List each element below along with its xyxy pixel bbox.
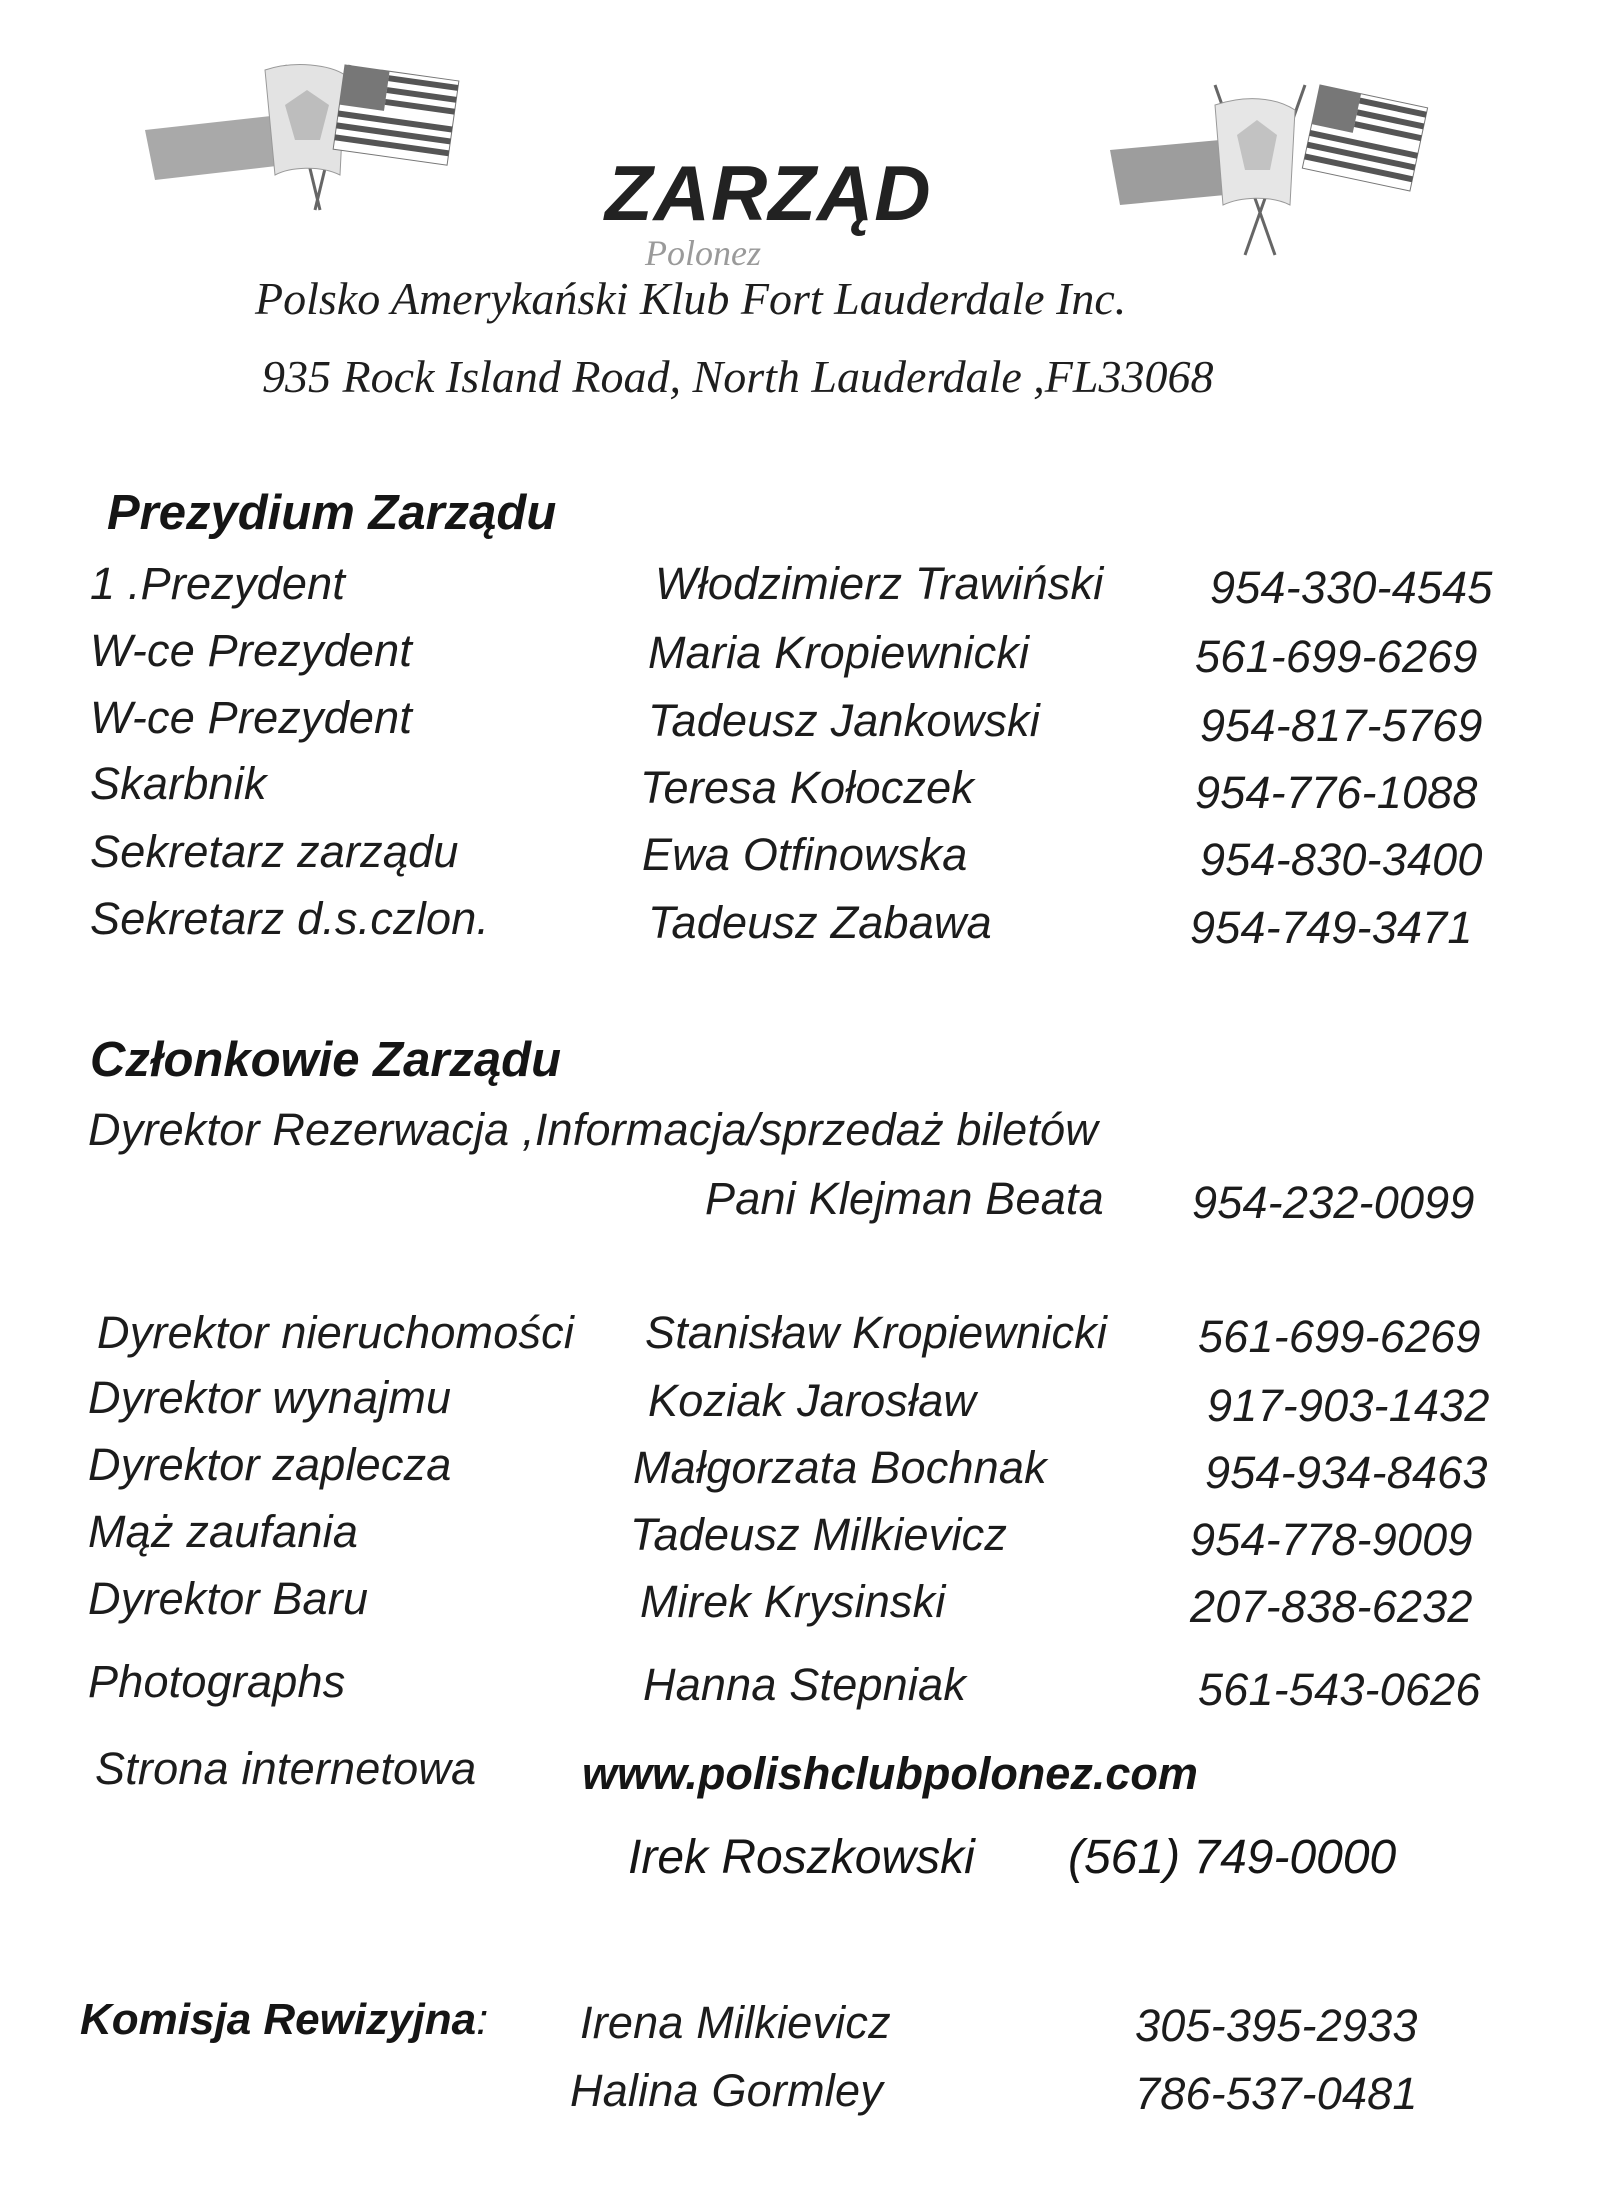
website-link[interactable]: www.polishclubpolonez.com (582, 1748, 1198, 1799)
member-role: Mąż zaufania (88, 1506, 359, 1557)
member-phone: 954-778-9009 (1190, 1514, 1473, 1565)
member-name: Stanisław Kropiewnicki (645, 1307, 1108, 1358)
presidium-name: Ewa Otfinowska (642, 829, 968, 880)
presidium-phone: 954-830-3400 (1200, 834, 1483, 885)
members-heading: Członkowie Zarządu (90, 1033, 562, 1087)
website-contact-phone: (561) 749-0000 (1068, 1831, 1397, 1884)
presidium-role: Sekretarz zarządu (90, 826, 459, 877)
member-role: Dyrektor wynajmu (88, 1372, 452, 1423)
member-name: Tadeusz Milkievicz (630, 1509, 1008, 1560)
website-label: Strona internetowa (95, 1743, 477, 1794)
presidium-name: Teresa Kołoczek (640, 762, 975, 813)
crossed-flags-left-icon (135, 55, 475, 215)
audit-member-phone: 786-537-0481 (1135, 2068, 1418, 2119)
club-address: 935 Rock Island Road, North Lauderdale ,FL33068 (262, 351, 1214, 402)
presidium-role: Sekretarz d.s.czlon. (90, 893, 490, 944)
audit-label-colon: : (476, 1995, 489, 2044)
audit-member-phone: 305-395-2933 (1135, 2000, 1418, 2051)
member-phone: 954-934-8463 (1205, 1447, 1488, 1498)
website-contact-name: Irek Roszkowski (628, 1831, 975, 1884)
presidium-phone: 954-817-5769 (1200, 700, 1483, 751)
presidium-role: Skarbnik (90, 758, 267, 809)
reservation-name: Pani Klejman Beata (705, 1173, 1104, 1224)
presidium-phone: 954-776-1088 (1195, 767, 1478, 818)
member-name: Małgorzata Bochnak (633, 1442, 1047, 1493)
page-title: ZARZĄD (605, 149, 932, 237)
presidium-name: Tadeusz Jankowski (648, 695, 1040, 746)
presidium-name: Tadeusz Zabawa (648, 897, 992, 948)
presidium-heading: Prezydium Zarządu (107, 486, 557, 540)
member-phone: 561-699-6269 (1198, 1311, 1481, 1362)
presidium-name: Włodzimierz Trawiński (655, 558, 1104, 609)
member-role: Dyrektor zaplecza (88, 1439, 452, 1490)
audit-label (80, 1995, 488, 2045)
watermark-polonez: Polonez (645, 233, 761, 273)
audit-member-name: Irena Milkievicz (580, 1997, 891, 2048)
member-phone: 917-903-1432 (1207, 1380, 1490, 1431)
presidium-phone: 561-699-6269 (1195, 631, 1478, 682)
presidium-role: 1 .Prezydent (90, 558, 346, 609)
member-role: Photographs (88, 1656, 346, 1707)
audit-label-text: Komisja Rewizyjna (80, 1995, 477, 2044)
presidium-phone: 954-330-4545 (1210, 562, 1493, 613)
member-name: Koziak Jarosław (648, 1375, 977, 1426)
presidium-name: Maria Kropiewnicki (648, 627, 1030, 678)
reservation-role: Dyrektor Rezerwacja ,Informacja/sprzedaż biletów (88, 1104, 1098, 1155)
member-phone: 561-543-0626 (1198, 1664, 1481, 1715)
member-role: Dyrektor nieruchomości (97, 1307, 575, 1358)
club-name: Polsko Amerykański Klub Fort Lauderdale Inc. (255, 273, 1127, 324)
presidium-role: W-ce Prezydent (90, 692, 413, 743)
member-role: Dyrektor Baru (88, 1573, 369, 1624)
presidium-phone: 954-749-3471 (1190, 902, 1473, 953)
reservation-phone: 954-232-0099 (1192, 1177, 1475, 1228)
member-phone: 207-838-6232 (1190, 1581, 1473, 1632)
crossed-flags-right-icon (1105, 65, 1445, 265)
presidium-role: W-ce Prezydent (90, 625, 413, 676)
member-name: Hanna Stepniak (643, 1659, 967, 1710)
member-name: Mirek Krysinski (640, 1576, 946, 1627)
audit-member-name: Halina Gormley (570, 2065, 883, 2116)
